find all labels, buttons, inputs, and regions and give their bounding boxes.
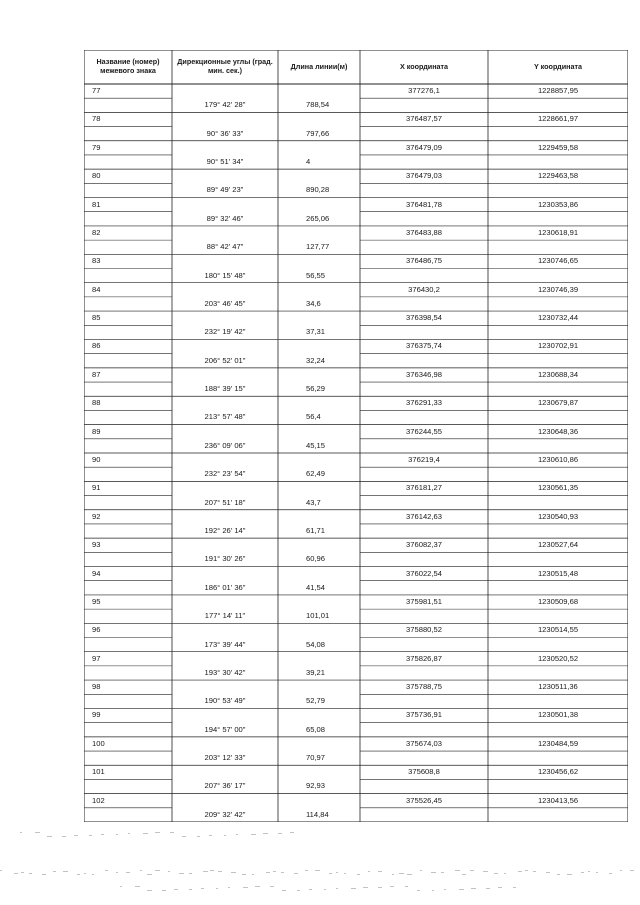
segment-angle: 203° 46' 45" — [204, 298, 246, 308]
segment-angle: 193° 30' 42" — [204, 667, 246, 677]
scan-speck — [471, 888, 476, 889]
scan-speck — [498, 887, 502, 888]
segment-angle: 192° 26' 14" — [204, 525, 246, 535]
scan-speck — [282, 890, 286, 891]
point-y: 1230702,91 — [537, 341, 579, 351]
point-y: 1230540,93 — [537, 511, 579, 521]
scan-speck — [197, 836, 200, 837]
point-y: 1230679,87 — [537, 398, 579, 408]
point-y: 1230561,35 — [537, 483, 579, 493]
segment-length: 37,31 — [306, 327, 326, 337]
scan-speck — [42, 874, 46, 875]
scan-speck — [21, 872, 24, 873]
scan-speck — [105, 870, 108, 871]
point-y: 1229459,58 — [537, 142, 579, 152]
segment-angle: 89° 32' 46" — [206, 213, 244, 223]
segment-angle: 232° 19' 42" — [204, 327, 246, 337]
point-name: 77 — [92, 86, 101, 95]
scan-speck — [357, 874, 360, 875]
scan-speck — [74, 835, 78, 836]
scan-speck — [147, 890, 152, 891]
point-name: 95 — [92, 596, 101, 606]
scan-speck — [116, 872, 118, 873]
point-name: 88 — [92, 398, 101, 408]
scan-speck — [170, 832, 174, 833]
scan-speck — [242, 874, 246, 875]
segment-angle: 89° 49' 23" — [206, 185, 244, 195]
header-x: X координата — [399, 61, 449, 71]
point-name: 98 — [92, 682, 101, 692]
segment-length: 45,15 — [306, 440, 326, 450]
scan-speck — [344, 873, 346, 874]
point-x: 376291,33 — [406, 398, 442, 408]
point-name: 80 — [92, 171, 101, 181]
scan-speck — [588, 871, 590, 872]
point-y: 1230514,55 — [537, 625, 579, 635]
point-name: 102 — [92, 795, 105, 805]
point-x: 375608,8 — [408, 767, 440, 777]
scan-speck — [270, 886, 274, 887]
point-y: 1230648,36 — [537, 426, 579, 436]
scan-speck — [392, 874, 394, 875]
scan-speck — [62, 836, 66, 837]
scan-speck — [533, 871, 536, 872]
point-y: 1230732,44 — [537, 313, 579, 323]
scan-speck — [363, 887, 368, 888]
point-x: 377276,1 — [408, 86, 440, 95]
scan-speck — [390, 886, 394, 887]
scan-speck — [351, 888, 356, 889]
point-x: 375788,75 — [406, 682, 442, 692]
segment-length: 92,93 — [306, 781, 326, 791]
point-y: 1229463,58 — [537, 171, 579, 181]
scan-speck — [53, 871, 56, 872]
scan-speck — [455, 870, 460, 871]
scan-speck — [231, 872, 236, 873]
scan-speck — [179, 873, 184, 874]
scan-speck — [140, 870, 142, 871]
point-x: 376181,27 — [406, 483, 442, 493]
point-x: 376430,2 — [408, 284, 440, 294]
segment-angle: 191° 30' 26" — [204, 554, 246, 564]
point-name: 99 — [92, 710, 101, 720]
point-name: 81 — [92, 199, 101, 209]
segment-length: 43,7 — [306, 497, 321, 507]
point-name: 100 — [92, 738, 105, 748]
scan-speck — [470, 870, 474, 871]
point-y: 1230515,48 — [537, 568, 579, 578]
segment-length: 32,24 — [306, 355, 326, 365]
scan-speck — [92, 874, 94, 875]
scan-speck — [459, 889, 464, 890]
segment-length: 797,66 — [306, 128, 330, 138]
point-name: 83 — [92, 256, 101, 266]
scan-speck — [84, 873, 86, 874]
segment-angle: 90° 36' 33" — [206, 128, 244, 138]
point-y: 1230746,39 — [537, 284, 579, 294]
point-name: 97 — [92, 653, 101, 663]
scan-speck — [281, 872, 284, 873]
point-name: 91 — [92, 483, 101, 493]
segment-angle: 173° 39' 44" — [204, 639, 246, 649]
scan-speck — [525, 870, 528, 871]
scan-speck — [596, 872, 598, 873]
segment-length: 60,96 — [306, 554, 326, 564]
segment-length: 70,97 — [306, 753, 326, 763]
point-name: 96 — [92, 625, 101, 635]
point-x: 376375,74 — [406, 341, 442, 351]
scan-speck — [420, 870, 422, 871]
header-y: Y координата — [534, 61, 582, 71]
point-y: 1230527,64 — [537, 540, 579, 550]
point-name: 90 — [92, 455, 101, 464]
segment-length: 114,84 — [306, 809, 329, 819]
point-x: 375981,51 — [406, 596, 442, 606]
segment-length: 65,08 — [306, 724, 326, 734]
segment-angle: 232° 23' 54" — [204, 469, 246, 479]
scan-speck — [630, 870, 634, 871]
scan-speck — [228, 887, 230, 888]
point-name: 86 — [92, 341, 101, 351]
segment-length: 56,55 — [306, 270, 326, 280]
point-x: 376479,09 — [406, 142, 442, 152]
scan-speck — [581, 872, 584, 873]
scan-speck — [305, 870, 308, 871]
segment-length: 4 — [306, 156, 311, 166]
scan-speck — [432, 890, 434, 891]
segment-angle: 194° 57' 00" — [204, 724, 246, 734]
point-x: 376486,75 — [406, 256, 442, 266]
scan-speck — [128, 833, 130, 834]
point-y: 1230456,62 — [537, 767, 579, 777]
scan-speck — [483, 871, 488, 872]
scan-speck — [143, 833, 148, 834]
segment-angle: 203° 12' 33" — [204, 753, 246, 763]
point-x: 376346,98 — [406, 369, 442, 379]
scan-speck — [620, 870, 622, 871]
segment-angle: 180° 15' 48" — [204, 270, 246, 280]
scan-noise — [0, 828, 640, 898]
scan-speck — [336, 872, 338, 873]
scan-speck — [116, 834, 118, 835]
point-x: 375736,91 — [406, 710, 442, 720]
point-y: 1228661,97 — [537, 114, 579, 124]
scan-speck — [486, 888, 490, 889]
scan-speck — [162, 890, 166, 891]
scan-speck — [135, 886, 140, 887]
segment-length: 265,06 — [306, 213, 330, 223]
scan-speck — [441, 872, 444, 873]
scan-speck — [120, 886, 122, 887]
scan-speck — [155, 832, 160, 833]
segment-length: 61,71 — [306, 525, 326, 535]
scan-speck — [273, 871, 276, 872]
point-x: 376398,54 — [406, 313, 442, 323]
point-x: 376244,55 — [406, 426, 442, 436]
scan-speck — [189, 873, 192, 874]
scan-speck — [218, 871, 222, 872]
scan-speck — [513, 887, 516, 888]
scan-speck — [405, 886, 408, 887]
point-x: 375880,52 — [406, 625, 442, 635]
scan-speck — [0, 870, 2, 871]
scan-speck — [324, 889, 326, 890]
point-y: 1230688,34 — [537, 369, 579, 379]
segment-length: 56,29 — [306, 384, 326, 394]
segment-angle: 206° 52' 01" — [204, 355, 246, 365]
point-x: 376142,63 — [406, 511, 442, 521]
scan-speck — [251, 834, 256, 835]
point-name: 84 — [92, 284, 101, 294]
scan-speck — [297, 890, 300, 891]
header-angle: Дирекционные углы (град. мин. сек.) — [177, 57, 273, 75]
scan-speck — [504, 873, 506, 874]
scan-speck — [155, 870, 160, 871]
scan-speck — [147, 874, 152, 875]
point-x: 375674,03 — [406, 738, 442, 748]
point-name: 89 — [92, 426, 101, 436]
segment-length: 127,77 — [306, 242, 330, 252]
point-y: 1230511,36 — [538, 682, 578, 692]
point-x: 376022,54 — [406, 568, 442, 578]
scan-speck — [236, 834, 238, 835]
scan-speck — [431, 872, 436, 873]
point-name: 87 — [92, 369, 101, 379]
point-x: 375526,45 — [406, 795, 442, 805]
scan-speck — [399, 873, 404, 874]
point-y: 1228857,95 — [537, 86, 579, 95]
scan-speck — [63, 871, 68, 872]
point-y: 1230509,68 — [537, 596, 579, 606]
point-y: 1230746,65 — [537, 256, 579, 266]
scan-speck — [609, 873, 612, 874]
scan-speck — [266, 872, 270, 873]
segment-angle: 209° 32' 42" — [204, 809, 246, 819]
segment-length: 56,4 — [306, 412, 321, 422]
scan-speck — [462, 874, 466, 875]
point-name: 93 — [92, 540, 101, 550]
scan-speck — [29, 873, 32, 874]
segment-length: 890,28 — [306, 185, 330, 195]
scan-speck — [252, 874, 254, 875]
scan-speck — [243, 887, 248, 888]
segment-angle: 207° 51' 18" — [204, 497, 246, 507]
point-name: 78 — [92, 114, 101, 124]
segment-length: 62,49 — [306, 469, 326, 479]
scan-speck — [368, 871, 370, 872]
scan-speck — [294, 873, 298, 874]
scan-speck — [20, 832, 22, 833]
scan-speck — [378, 887, 382, 888]
scan-speck — [201, 888, 204, 889]
scan-speck — [494, 873, 498, 874]
segment-angle: 213° 57' 48" — [204, 412, 246, 422]
scan-speck — [557, 874, 560, 875]
scan-speck — [315, 870, 320, 871]
scan-speck — [255, 886, 260, 887]
scan-speck — [329, 873, 332, 874]
segment-angle: 186° 01' 36" — [204, 582, 246, 592]
scan-speck — [278, 833, 282, 834]
segment-length: 52,79 — [306, 696, 326, 706]
scan-speck — [417, 890, 420, 891]
scan-speck — [209, 835, 212, 836]
scan-speck — [309, 889, 312, 890]
scan-speck — [290, 832, 294, 833]
segment-length: 101,01 — [306, 611, 330, 621]
point-x: 376481,78 — [406, 199, 442, 209]
scan-speck — [444, 889, 446, 890]
segment-angle: 177° 14' 11" — [204, 611, 246, 621]
point-y: 1230353,86 — [537, 199, 579, 209]
scan-speck — [77, 874, 80, 875]
scan-speck — [378, 871, 382, 872]
scan-speck — [168, 871, 170, 872]
segment-length: 54,08 — [306, 639, 326, 649]
segment-length: 39,21 — [306, 667, 326, 677]
point-y: 1230484,59 — [537, 738, 579, 748]
segment-angle: 90° 51' 34" — [206, 156, 244, 166]
header-length: Длина линии(м) — [290, 61, 348, 71]
boundary-coordinates-table — [84, 50, 628, 822]
scan-speck — [216, 888, 218, 889]
segment-length: 788,54 — [306, 100, 330, 110]
segment-angle: 88° 42' 47" — [206, 242, 244, 252]
point-y: 1230610,86 — [537, 455, 579, 464]
scan-speck — [89, 835, 92, 836]
scan-speck — [210, 870, 214, 871]
point-name: 94 — [92, 568, 101, 578]
scan-speck — [203, 871, 208, 872]
segment-length: 41,54 — [306, 582, 326, 592]
scan-speck — [174, 889, 178, 890]
point-name: 101 — [92, 767, 105, 777]
scan-speck — [182, 836, 186, 837]
scan-speck — [189, 889, 192, 890]
scan-speck — [518, 871, 522, 872]
point-x: 376219,4 — [408, 455, 440, 464]
scan-speck — [407, 874, 412, 875]
header-name: Название (номер) межевого знака — [96, 57, 160, 75]
point-name: 92 — [92, 511, 101, 521]
point-name: 85 — [92, 313, 101, 323]
point-x: 376487,57 — [406, 114, 442, 124]
point-name: 82 — [92, 227, 101, 237]
segment-angle: 188° 39' 15" — [204, 384, 246, 394]
point-y: 1230501,38 — [537, 710, 579, 720]
scan-speck — [263, 833, 268, 834]
point-x: 376483,88 — [406, 227, 442, 237]
scan-speck — [567, 874, 572, 875]
point-name: 79 — [92, 142, 101, 152]
scan-speck — [47, 836, 52, 837]
segment-angle: 190° 53' 49" — [204, 696, 246, 706]
segment-angle: 207° 36' 17" — [204, 781, 246, 791]
point-x: 375826,87 — [406, 653, 442, 663]
scan-speck — [336, 888, 338, 889]
scan-speck — [126, 872, 130, 873]
scan-speck — [546, 872, 550, 873]
point-y: 1230413,56 — [537, 795, 579, 805]
scan-speck — [101, 834, 104, 835]
scan-speck — [35, 832, 40, 833]
point-y: 1230520,52 — [537, 653, 579, 663]
point-y: 1230618,91 — [537, 227, 579, 237]
segment-angle: 179° 42' 28" — [204, 100, 246, 110]
scan-speck — [224, 835, 226, 836]
segment-angle: 236° 09' 06" — [204, 440, 246, 450]
point-x: 376082,37 — [406, 540, 442, 550]
point-x: 376479,03 — [406, 171, 442, 181]
scan-speck — [14, 873, 18, 874]
segment-length: 34,6 — [306, 298, 321, 308]
